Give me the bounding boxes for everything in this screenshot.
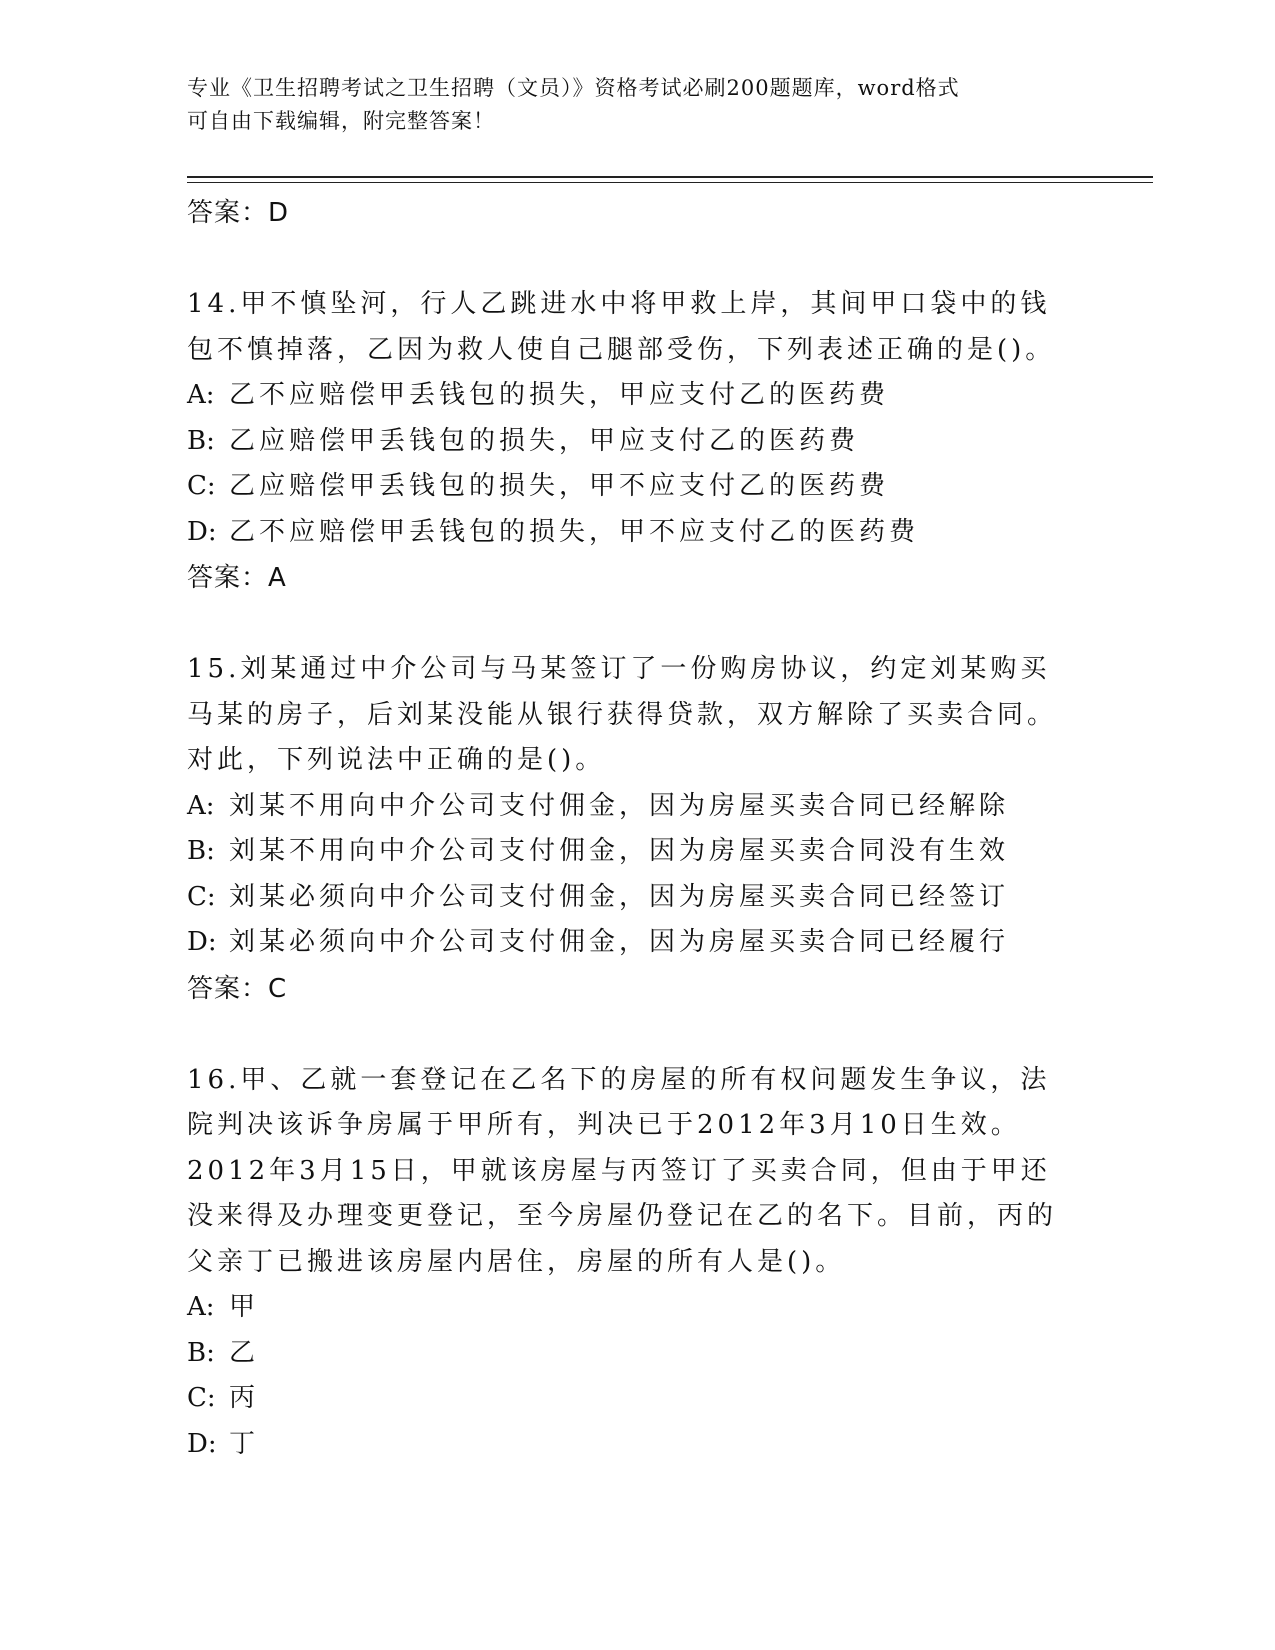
option-text: 刘某不用向中介公司支付佣金，因为房屋买卖合同已经解除 xyxy=(229,790,1010,821)
option-key: D: xyxy=(187,1428,217,1459)
option-text: 乙应赔偿甲丢钱包的损失，甲不应支付乙的医药费 xyxy=(229,471,890,501)
option-key: C: xyxy=(187,881,216,912)
question-15 xyxy=(187,647,1067,1012)
option-b xyxy=(187,829,1067,875)
question-14 xyxy=(187,282,1067,601)
question-16 xyxy=(187,1058,1067,1468)
option-text: 刘某必须向中介公司支付佣金，因为房屋买卖合同已经签订 xyxy=(229,881,1010,912)
option-key: C: xyxy=(187,1383,216,1413)
option-key: A: xyxy=(187,380,215,410)
header-rule-thin xyxy=(187,182,1153,183)
option-d xyxy=(187,920,1067,966)
option-key: A: xyxy=(187,1292,215,1322)
option-text: 丁 xyxy=(229,1428,260,1459)
header-rule-thick xyxy=(187,176,1153,178)
header-line-2: 可自由下载编辑，附完整答案！ xyxy=(187,109,495,133)
answer-15: 答案：C xyxy=(187,973,288,1004)
option-text: 甲 xyxy=(229,1292,260,1322)
option-text: 乙应赔偿甲丢钱包的损失，甲应支付乙的医药费 xyxy=(229,425,860,456)
option-key: D: xyxy=(187,927,217,957)
option-a xyxy=(187,1285,1067,1331)
option-d xyxy=(187,510,1067,556)
option-key: C: xyxy=(187,471,216,501)
option-text: 丙 xyxy=(229,1383,260,1413)
option-c xyxy=(187,1376,1067,1422)
option-b xyxy=(187,1331,1067,1377)
option-key: D: xyxy=(187,516,217,547)
option-text: 乙不应赔偿甲丢钱包的损失，甲应支付乙的医药费 xyxy=(229,380,890,410)
page-header xyxy=(187,72,1067,138)
answer-14: 答案：A xyxy=(187,563,287,593)
option-a xyxy=(187,373,1067,419)
option-text: 刘某必须向中介公司支付佣金，因为房屋买卖合同已经履行 xyxy=(229,927,1010,957)
option-c xyxy=(187,464,1067,510)
option-key: B: xyxy=(187,1337,215,1368)
option-d xyxy=(187,1422,1067,1468)
question-text: 15.刘某通过中介公司与马某签订了一份购房协议，约定刘某购买马某的房子，后刘某没能从银行获得贷款，双方解除了买卖合同。对此，下列说法中正确的是()。 xyxy=(187,654,1058,775)
header-line-1: 专业《卫生招聘考试之卫生招聘（文员）》资格考试必刷200题题库，word格式 xyxy=(187,76,960,100)
document-body xyxy=(187,190,1067,1467)
option-text: 乙不应赔偿甲丢钱包的损失，甲不应支付乙的医药费 xyxy=(229,516,920,547)
option-key: B: xyxy=(187,425,215,456)
previous-answer: 答案：D xyxy=(187,198,290,228)
question-text: 16.甲、乙就一套登记在乙名下的房屋的所有权问题发生争议，法院判决该诉争房属于甲所有，判决已于2012年3月10日生效。2012年3月15日，甲就该房屋与丙签订了买卖合同，但由于甲还没来得及办理变更登记，至今房屋仍登记在乙的名下。目前，丙的父亲丁已搬进该房屋内居住，房屋的所有人是()。 xyxy=(187,1064,1058,1277)
option-b xyxy=(187,419,1067,465)
option-c xyxy=(187,875,1067,921)
option-a xyxy=(187,784,1067,830)
option-text: 刘某不用向中介公司支付佣金，因为房屋买卖合同没有生效 xyxy=(229,836,1010,866)
option-text: 乙 xyxy=(229,1337,260,1368)
question-text: 14.甲不慎坠河，行人乙跳进水中将甲救上岸，其间甲口袋中的钱包不慎掉落，乙因为救人使自己腿部受伤，下列表述正确的是()。 xyxy=(187,289,1056,365)
option-key: A: xyxy=(187,790,215,821)
option-key: B: xyxy=(187,836,215,866)
